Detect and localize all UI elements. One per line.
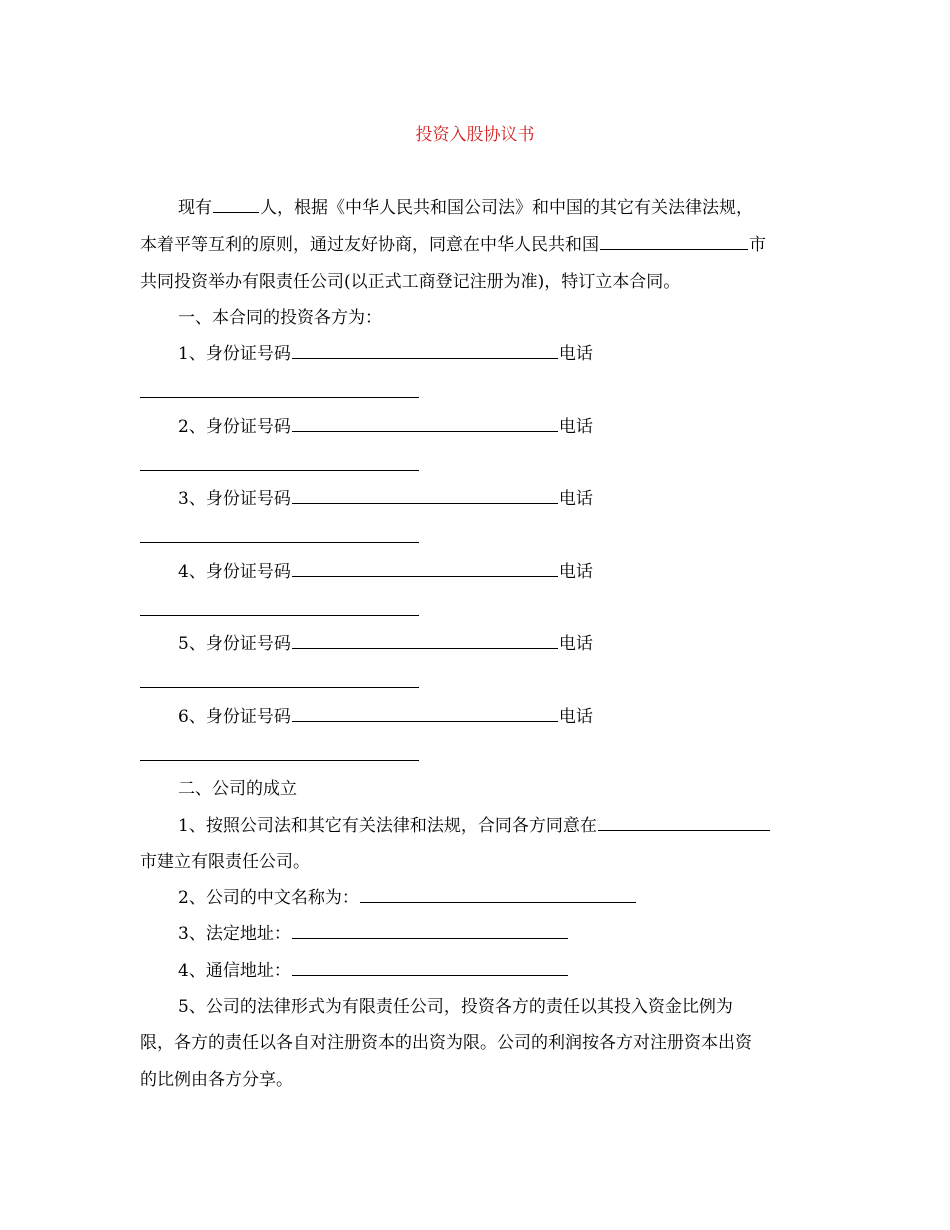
party-row xyxy=(178,632,593,656)
party-number: 4、 xyxy=(178,562,206,582)
intro-text: 现有 xyxy=(178,198,212,218)
id-number-blank xyxy=(292,415,558,432)
party-row xyxy=(178,415,593,439)
party-number: 2、 xyxy=(178,417,206,437)
section2-item5-line2: 限，各方的责任以各自对注册资本的出资为限。公司的利润按各方对注册资本出资 xyxy=(140,1033,752,1053)
item-text: 1、按照公司法和其它有关法律和法规，合同各方同意在 xyxy=(178,816,597,836)
id-number-label: 身份证号码 xyxy=(205,634,291,654)
id-number-blank xyxy=(292,705,558,722)
id-number-label: 身份证号码 xyxy=(205,344,291,364)
section2-item2 xyxy=(178,886,637,910)
phone-label: 电话 xyxy=(558,634,593,654)
phone-label: 电话 xyxy=(558,562,593,582)
section2-heading: 二、公司的成立 xyxy=(178,779,297,799)
phone-label: 电话 xyxy=(558,417,593,437)
party-count-blank xyxy=(213,196,259,213)
party-row xyxy=(178,342,593,366)
id-number-blank xyxy=(292,560,558,577)
party-row xyxy=(178,705,593,729)
phone-number-blank xyxy=(140,542,419,543)
id-number-label: 身份证号码 xyxy=(205,417,291,437)
id-number-blank xyxy=(292,487,558,504)
intro-line-1 xyxy=(178,196,753,220)
section2-item4 xyxy=(178,959,569,983)
section2-item5-line3: 的比例由各方分享。 xyxy=(140,1070,293,1090)
party-number: 3、 xyxy=(178,489,206,509)
city-blank xyxy=(598,814,770,831)
intro-text: 人，根据《中华人民共和国公司法》和中国的其它有关法律法规， xyxy=(260,198,753,218)
company-name-blank xyxy=(360,886,636,903)
phone-number-blank xyxy=(140,687,419,688)
id-number-blank xyxy=(292,342,558,359)
phone-label: 电话 xyxy=(558,707,593,727)
phone-number-blank xyxy=(140,615,419,616)
section2-item1-line2: 市建立有限责任公司。 xyxy=(140,852,310,872)
section2-item5-line1: 5、公司的法律形式为有限责任公司，投资各方的责任以其投入资金比例为 xyxy=(178,997,733,1017)
intro-text: 市 xyxy=(749,235,766,255)
intro-text: 本着平等互利的原则，通过友好协商，同意在中华人民共和国 xyxy=(140,235,599,255)
party-number: 1、 xyxy=(178,344,206,364)
id-number-label: 身份证号码 xyxy=(205,562,291,582)
mailing-address-blank xyxy=(292,959,568,976)
intro-line-2 xyxy=(140,233,766,257)
id-number-label: 身份证号码 xyxy=(205,489,291,509)
phone-number-blank xyxy=(140,760,419,761)
phone-number-blank xyxy=(140,470,419,471)
section2-item1-line1 xyxy=(178,814,771,838)
party-number: 5、 xyxy=(178,634,206,654)
city-blank xyxy=(600,233,748,250)
item-text: 4、通信地址： xyxy=(178,961,291,981)
party-row xyxy=(178,487,593,511)
party-number: 6、 xyxy=(178,707,206,727)
item-text: 3、法定地址： xyxy=(178,924,291,944)
phone-label: 电话 xyxy=(558,489,593,509)
section1-heading: 一、本合同的投资各方为： xyxy=(178,308,382,328)
id-number-blank xyxy=(292,632,558,649)
intro-line-3: 共同投资举办有限责任公司(以正式工商登记注册为准)，特订立本合同。 xyxy=(140,272,681,292)
phone-label: 电话 xyxy=(558,344,593,364)
phone-number-blank xyxy=(140,397,419,398)
section2-item3 xyxy=(178,922,569,946)
party-row xyxy=(178,560,593,584)
document-title: 投资入股协议书 xyxy=(415,125,535,145)
legal-address-blank xyxy=(292,922,568,939)
id-number-label: 身份证号码 xyxy=(205,707,291,727)
item-text: 2、公司的中文名称为： xyxy=(178,888,359,908)
